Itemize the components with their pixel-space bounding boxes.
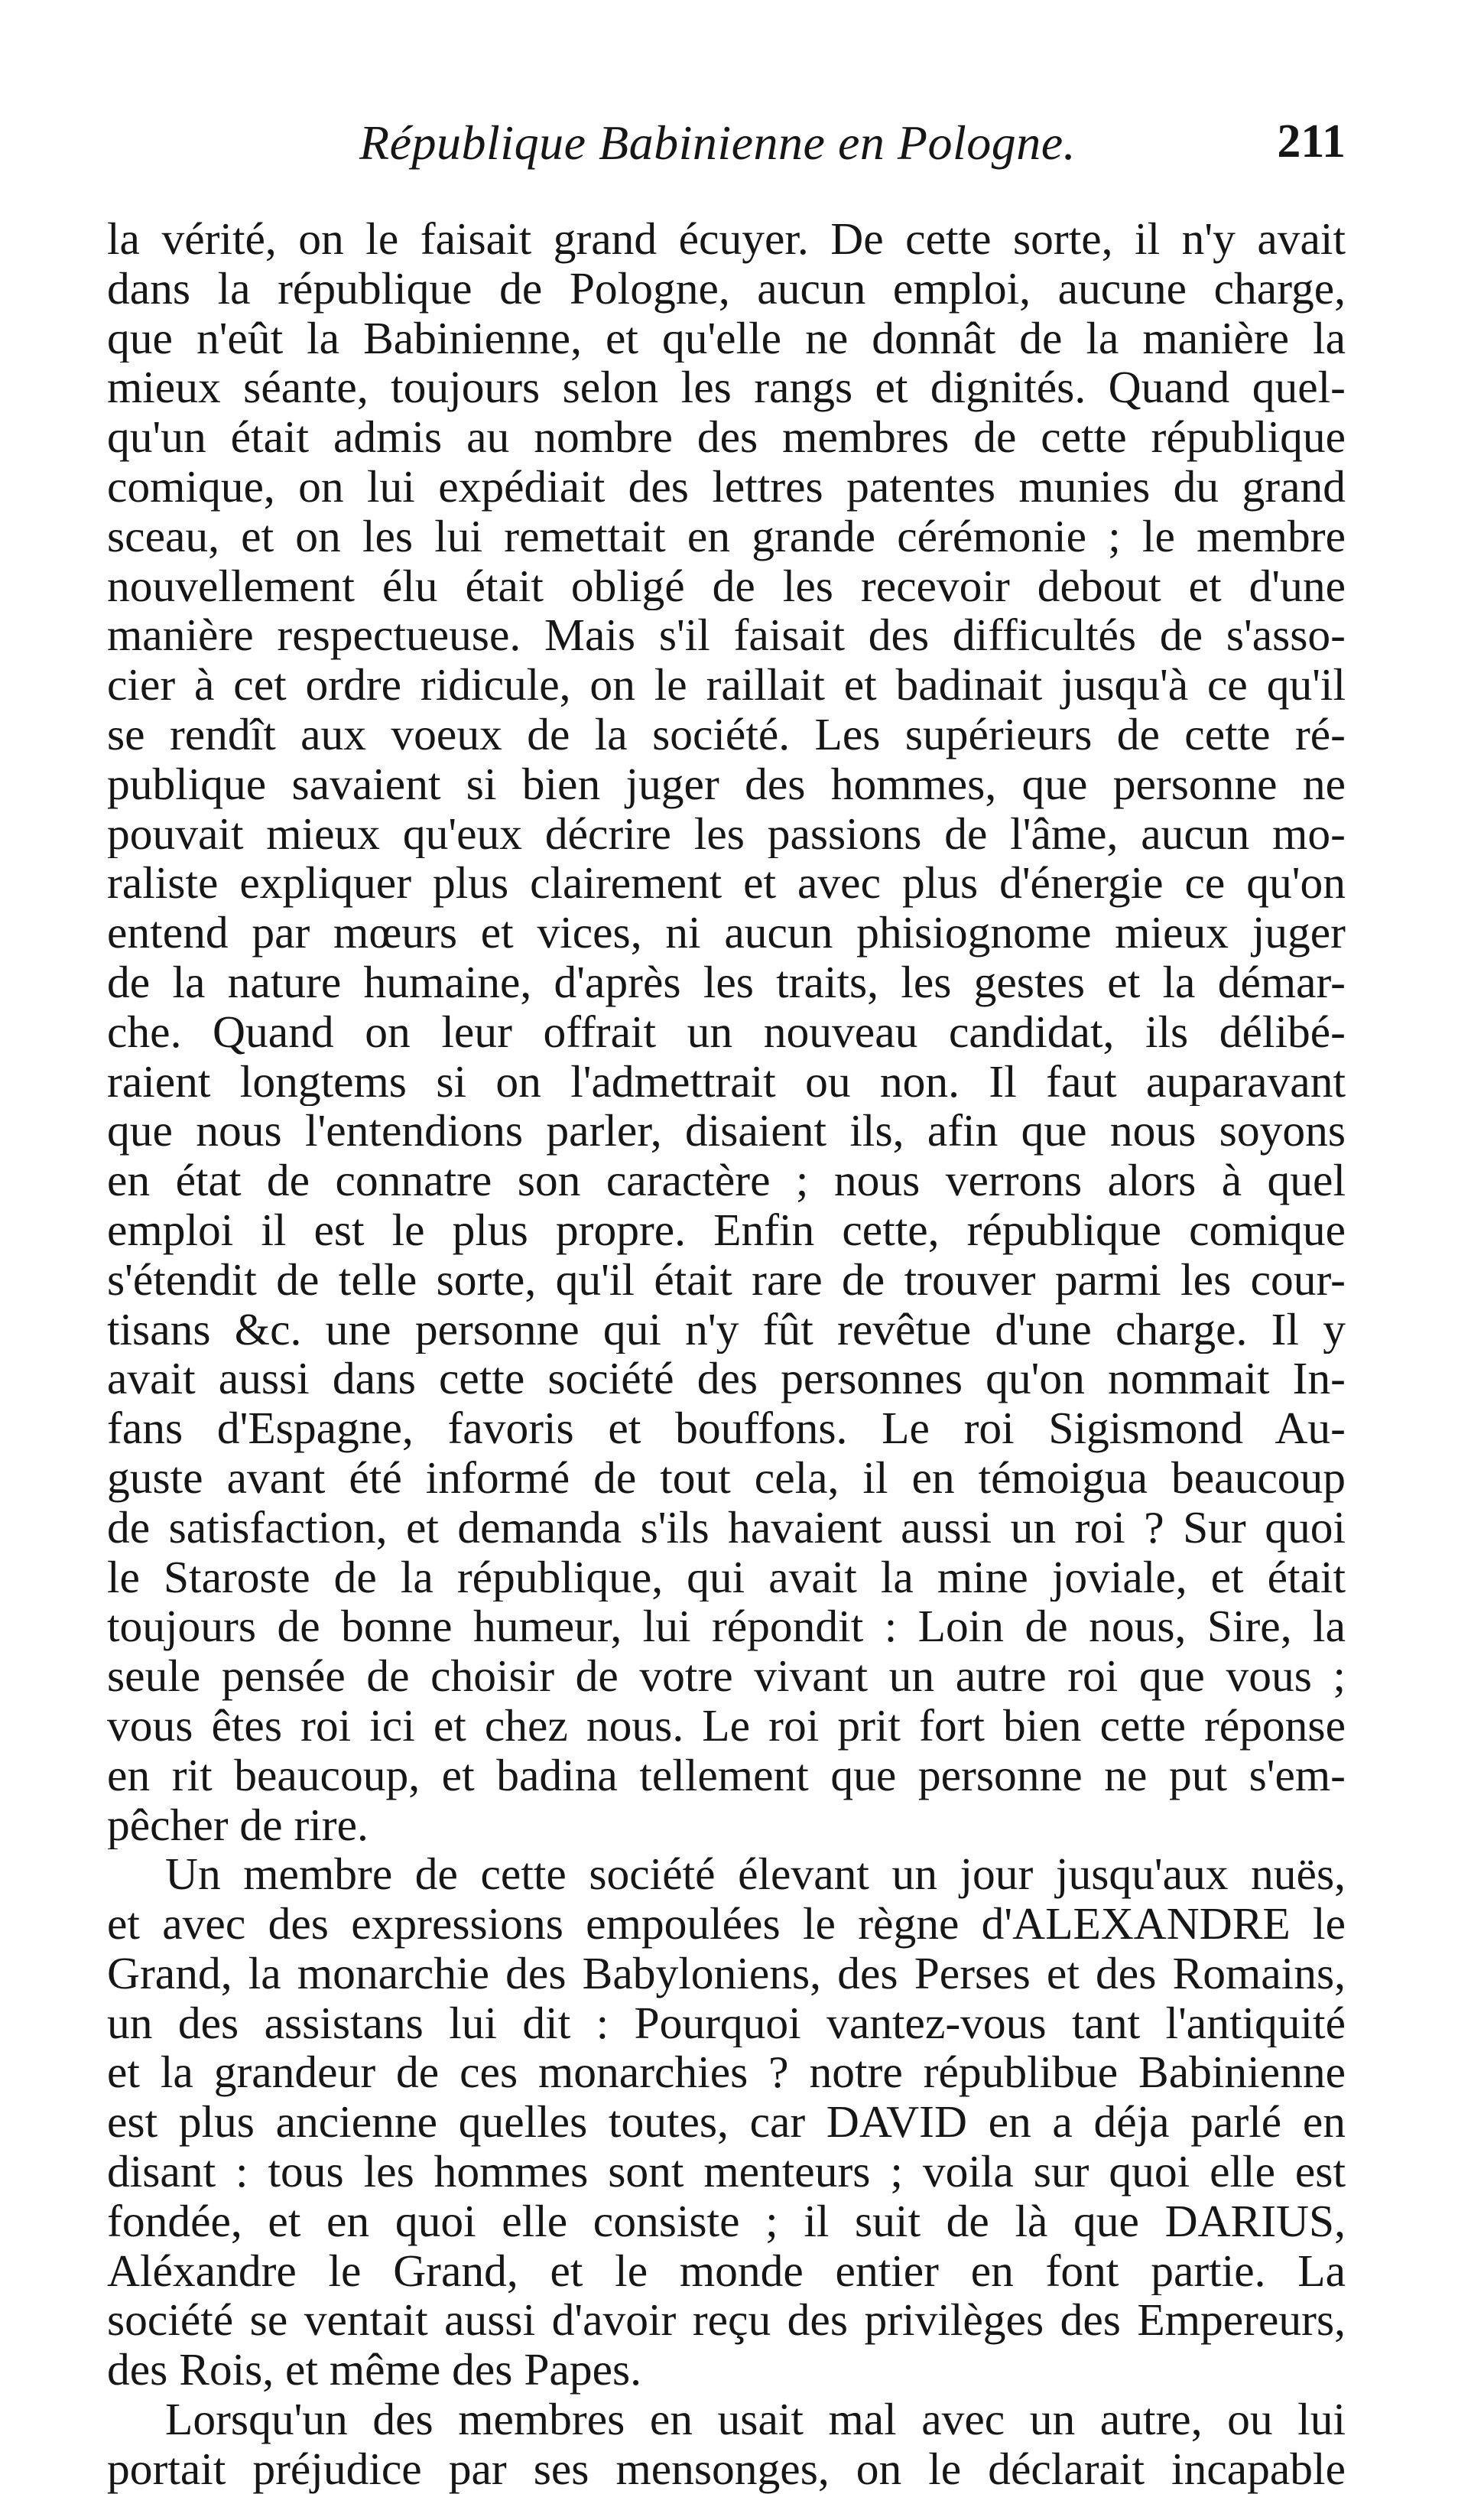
running-title: République Babinienne en Pologne. bbox=[359, 115, 1076, 170]
text-line: en rit beaucoup, et badina tellement que personne ne put s'em- bbox=[107, 1750, 1346, 1800]
text-line: guste avant été informé de tout cela, il en témoigua beaucoup bbox=[107, 1452, 1346, 1503]
text-line: et avec des expressions empoulées le règne d'ALEXANDRE le bbox=[107, 1899, 1346, 1949]
paragraph-3 bbox=[107, 2395, 1346, 2494]
text-line: nouvellement élu était obligé de les recevoir debout et d'une bbox=[107, 561, 1346, 611]
text-line: manière respectueuse. Mais s'il faisait des difficultés de s'asso- bbox=[107, 610, 1346, 661]
text-line: un des assistans lui dit : Pourquoi vantez-vous tant l'antiquité bbox=[107, 1998, 1346, 2048]
text-line: entend par mœurs et vices, ni aucun phisiognome mieux juger bbox=[107, 908, 1346, 958]
text-line: la vérité, on le faisait grand écuyer. De cette sorte, il n'y avait bbox=[107, 214, 1346, 264]
text-line: mieux séante, toujours selon les rangs et dignités. Quand quel- bbox=[107, 363, 1346, 413]
text-line: est plus ancienne quelles toutes, car DAVID en a déja parlé en bbox=[107, 2097, 1346, 2148]
text-line: s'étendit de telle sorte, qu'il était rare de trouver parmi les cour- bbox=[107, 1254, 1346, 1305]
text-line: dans la république de Pologne, aucun emploi, aucune charge, bbox=[107, 263, 1346, 314]
text-line: fondée, et en quoi elle consiste ; il suit de là que DARIUS, bbox=[107, 2196, 1346, 2246]
text-line: de satisfaction, et demanda s'ils havaient aussi un roi ? Sur quoi bbox=[107, 1502, 1346, 1553]
text-line: société se ventait aussi d'avoir reçu des privilèges des Empereurs, bbox=[107, 2295, 1346, 2346]
text-line: fans d'Espagne, favoris et bouffons. Le roi Sigismond Au- bbox=[107, 1403, 1346, 1453]
body-text bbox=[107, 214, 1346, 2494]
text-line: qu'un était admis au nombre des membres de cette république bbox=[107, 412, 1346, 462]
page-number: 211 bbox=[1277, 115, 1346, 167]
text-line: sceau, et on les lui remettait en grande cérémonie ; le membre bbox=[107, 511, 1346, 561]
text-line: emploi il est le plus propre. Enfin cette, république comique bbox=[107, 1205, 1346, 1255]
text-line: comique, on lui expédiait des lettres patentes munies du grand bbox=[107, 461, 1346, 512]
text-line: que n'eût la Babinienne, et qu'elle ne donnât de la manière la bbox=[107, 313, 1346, 363]
text-line: cier à cet ordre ridicule, on le raillait et badinait jusqu'à ce qu'il bbox=[107, 660, 1346, 710]
text-line: pouvait mieux qu'eux décrire les passions de l'âme, aucun mo- bbox=[107, 808, 1346, 859]
text-line: le Staroste de la république, qui avait la mine joviale, et était bbox=[107, 1552, 1346, 1602]
book-page bbox=[107, 115, 1346, 2494]
text-line: de la nature humaine, d'après les traits, les gestes et la démar- bbox=[107, 957, 1346, 1007]
paragraph-2 bbox=[107, 1849, 1346, 2395]
text-line: pêcher de rire. bbox=[107, 1800, 369, 1850]
text-line: Lorsqu'un des membres en usait mal avec un autre, ou lui bbox=[165, 2395, 1346, 2444]
text-line: Aléxandre le Grand, et le monde entier en font partie. La bbox=[107, 2245, 1346, 2296]
text-line: toujours de bonne humeur, lui répondit : Loin de nous, Sire, la bbox=[107, 1601, 1346, 1652]
text-line: des Rois, et même des Papes. bbox=[107, 2345, 642, 2395]
text-line: que nous l'entendions parler, disaient ils, afin que nous soyons bbox=[107, 1106, 1346, 1156]
text-line: Grand, la monarchie des Babyloniens, des Perses et des Romains, bbox=[107, 1948, 1346, 1998]
text-line: et la grandeur de ces monarchies ? notre républibue Babinienne bbox=[107, 2047, 1346, 2098]
text-line: raient longtems si on l'admettrait ou non. Il faut auparavant bbox=[107, 1056, 1346, 1107]
text-line: raliste expliquer plus clairement et avec plus d'énergie ce qu'on bbox=[107, 858, 1346, 909]
text-line: vous êtes roi ici et chez nous. Le roi prit fort bien cette réponse bbox=[107, 1700, 1346, 1751]
running-head bbox=[107, 115, 1346, 180]
text-line: se rendît aux voeux de la société. Les supérieurs de cette ré- bbox=[107, 709, 1346, 759]
text-line: Un membre de cette société élevant un jour jusqu'aux nuës, bbox=[165, 1849, 1346, 1900]
text-line: avait aussi dans cette société des personnes qu'on nommait In- bbox=[107, 1354, 1346, 1404]
text-line: en état de connatre son caractère ; nous verrons alors à quel bbox=[107, 1156, 1346, 1205]
text-line: seule pensée de choisir de votre vivant un autre roi que vous ; bbox=[107, 1651, 1346, 1701]
text-line: tisans &c. une personne qui n'y fût revêtue d'une charge. Il y bbox=[107, 1304, 1346, 1354]
text-line: che. Quand on leur offrait un nouveau candidat, ils délibé- bbox=[107, 1006, 1346, 1057]
text-line: publique savaient si bien juger des hommes, que personne ne bbox=[107, 759, 1346, 809]
text-line: portait préjudice par ses mensonges, on le déclarait incapable bbox=[107, 2444, 1346, 2494]
paragraph-1 bbox=[107, 214, 1346, 1849]
text-line: disant : tous les hommes sont menteurs ; voila sur quoi elle est bbox=[107, 2147, 1346, 2196]
